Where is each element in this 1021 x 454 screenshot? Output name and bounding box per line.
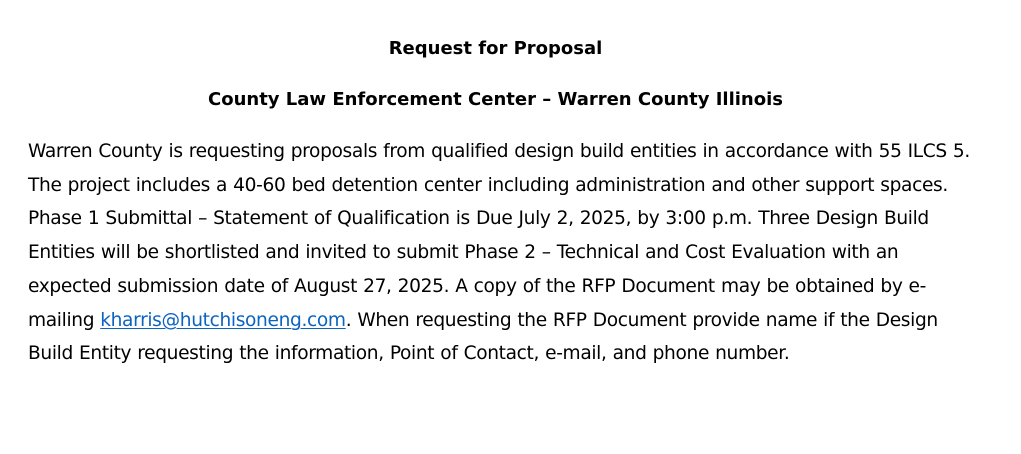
- email-link[interactable]: kharris@hutchisoneng.com: [100, 309, 346, 331]
- body-text-before-link: Warren County is requesting proposals from qualified design build entities in accordance with 55 ILCS 5. The project includes a 40-60 bed detention center including administration and other support spaces. Phase 1 Submittal – Statement of Qualification is Due July 2, 2025, by 3:00 p.m. Three Design Build Entities will be shortlisted and invited to submit Phase 2 – Technical and Cost Evaluation with an expected submission date of August 27, 2025. A copy of the RFP Document may be obtained by e-mailing: [28, 141, 970, 331]
- body-text-after-link: . When requesting the RFP Document provide name if the Design Build Entity requesting the information, Point of Contact, e-mail, and phone number.: [28, 309, 938, 365]
- document-title: Request for Proposal: [388, 38, 603, 59]
- document-subtitle: County Law Enforcement Center – Warren County Illinois: [208, 89, 783, 110]
- body-paragraph: [28, 135, 978, 371]
